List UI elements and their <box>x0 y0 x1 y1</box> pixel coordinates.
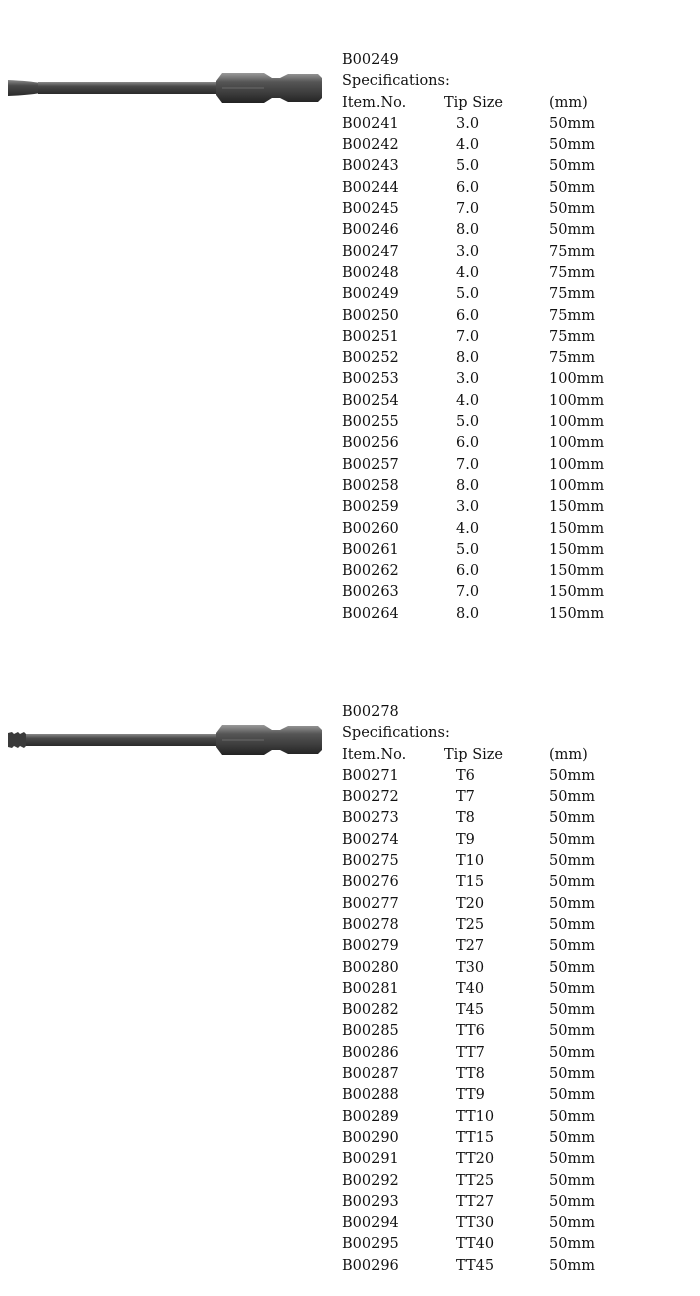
tip-size-cell: 8.0 <box>456 222 480 239</box>
length-cell: 100mm <box>549 414 605 431</box>
length-cell: 50mm <box>549 853 595 870</box>
length-cell: 150mm <box>549 499 605 516</box>
table-row <box>342 412 629 433</box>
table-row <box>342 369 629 390</box>
tip-size-cell: 6.0 <box>456 179 480 196</box>
table-row <box>342 808 629 829</box>
tip-size-cell: TT30 <box>456 1215 495 1232</box>
tip-size-cell: 6.0 <box>456 563 480 580</box>
table-row <box>342 1149 629 1170</box>
item-no-cell: B00242 <box>342 137 399 154</box>
tip-size-cell: T45 <box>456 1002 485 1019</box>
tip-size-cell: 6.0 <box>456 435 480 452</box>
tip-size-cell: TT9 <box>456 1087 485 1104</box>
table-row <box>342 1021 629 1042</box>
length-cell: 50mm <box>549 874 595 891</box>
table-row <box>342 156 629 177</box>
table-row <box>342 582 629 603</box>
tip-size-cell: 5.0 <box>456 414 480 431</box>
tip-size-cell: 5.0 <box>456 158 480 175</box>
tip-size-cell: TT45 <box>456 1257 495 1274</box>
table-row <box>342 135 629 156</box>
item-no-cell: B00255 <box>342 414 399 431</box>
item-no-cell: B00276 <box>342 874 399 891</box>
table-row <box>342 1171 629 1192</box>
length-cell: 50mm <box>549 1193 595 1210</box>
length-cell: 75mm <box>549 243 595 260</box>
column-header-length: (mm) <box>549 746 588 763</box>
table-row <box>342 872 629 893</box>
table-row <box>342 787 629 808</box>
tip-size-cell: TT40 <box>456 1236 495 1253</box>
item-no-cell: B00294 <box>342 1215 399 1232</box>
tip-size-cell: 5.0 <box>456 541 480 558</box>
table-row <box>342 476 629 497</box>
tip-size-cell: T10 <box>456 853 485 870</box>
length-cell: 100mm <box>549 392 605 409</box>
length-cell: 150mm <box>549 605 605 622</box>
table-row <box>342 455 629 476</box>
table-row <box>342 1085 629 1106</box>
length-cell: 50mm <box>549 1002 595 1019</box>
length-cell: 50mm <box>549 916 595 933</box>
length-cell: 50mm <box>549 1172 595 1189</box>
length-cell: 50mm <box>549 767 595 784</box>
table-row <box>342 915 629 936</box>
length-cell: 50mm <box>549 1066 595 1083</box>
item-no-cell: B00264 <box>342 605 399 622</box>
tip-size-cell: TT20 <box>456 1151 495 1168</box>
length-cell: 50mm <box>549 222 595 239</box>
length-cell: 50mm <box>549 179 595 196</box>
tip-size-cell: 3.0 <box>456 243 480 260</box>
product-code: B00249 <box>342 52 399 68</box>
item-no-cell: B00254 <box>342 392 399 409</box>
length-cell: 50mm <box>549 789 595 806</box>
table-row <box>342 958 629 979</box>
table-row <box>342 306 629 327</box>
length-cell: 50mm <box>549 938 595 955</box>
item-no-cell: B00293 <box>342 1193 399 1210</box>
table-row <box>342 1000 629 1021</box>
item-no-cell: B00259 <box>342 499 399 516</box>
length-cell: 100mm <box>549 435 605 452</box>
item-no-cell: B00250 <box>342 307 399 324</box>
table-row <box>342 519 629 540</box>
table-row <box>342 1107 629 1128</box>
table-row <box>342 242 629 263</box>
item-no-cell: B00289 <box>342 1108 399 1125</box>
torx-screwdriver-bit-image <box>0 720 330 760</box>
table-row <box>342 766 629 787</box>
length-cell: 75mm <box>549 264 595 281</box>
item-no-cell: B00288 <box>342 1087 399 1104</box>
item-no-cell: B00243 <box>342 158 399 175</box>
item-no-cell: B00286 <box>342 1044 399 1061</box>
table-row <box>342 1043 629 1064</box>
length-cell: 150mm <box>549 584 605 601</box>
tip-size-cell: T27 <box>456 938 485 955</box>
item-no-cell: B00282 <box>342 1002 399 1019</box>
item-no-cell: B00285 <box>342 1023 399 1040</box>
item-no-cell: B00292 <box>342 1172 399 1189</box>
tip-size-cell: TT6 <box>456 1023 485 1040</box>
table-row <box>342 604 629 625</box>
tip-size-cell: 3.0 <box>456 371 480 388</box>
item-no-cell: B00241 <box>342 115 399 132</box>
item-no-cell: B00290 <box>342 1129 399 1146</box>
tip-size-cell: 8.0 <box>456 350 480 367</box>
item-no-cell: B00260 <box>342 520 399 537</box>
item-no-cell: B00249 <box>342 286 399 303</box>
spec-table-rows <box>342 114 629 625</box>
length-cell: 50mm <box>549 158 595 175</box>
table-row <box>342 433 629 454</box>
tip-size-cell: 4.0 <box>456 264 480 281</box>
length-cell: 50mm <box>549 959 595 976</box>
length-cell: 50mm <box>549 1236 595 1253</box>
length-cell: 50mm <box>549 810 595 827</box>
length-cell: 50mm <box>549 895 595 912</box>
tip-size-cell: TT8 <box>456 1066 485 1083</box>
tip-size-cell: TT25 <box>456 1172 495 1189</box>
table-row <box>342 979 629 1000</box>
length-cell: 50mm <box>549 137 595 154</box>
length-cell: 75mm <box>549 350 595 367</box>
item-no-cell: B00244 <box>342 179 399 196</box>
table-row <box>342 178 629 199</box>
length-cell: 100mm <box>549 456 605 473</box>
tip-size-cell: T40 <box>456 980 485 997</box>
item-no-cell: B00280 <box>342 959 399 976</box>
length-cell: 150mm <box>549 563 605 580</box>
table-row <box>342 540 629 561</box>
table-row <box>342 199 629 220</box>
length-cell: 50mm <box>549 980 595 997</box>
table-header <box>342 93 629 114</box>
length-cell: 50mm <box>549 1257 595 1274</box>
length-cell: 50mm <box>549 1087 595 1104</box>
item-no-cell: B00262 <box>342 563 399 580</box>
specifications-label: Specifications: <box>342 73 450 90</box>
tip-size-cell: 5.0 <box>456 286 480 303</box>
item-no-cell: B00287 <box>342 1066 399 1083</box>
table-row <box>342 348 629 369</box>
item-no-cell: B00246 <box>342 222 399 239</box>
table-row <box>342 894 629 915</box>
item-no-cell: B00277 <box>342 895 399 912</box>
length-cell: 75mm <box>549 328 595 345</box>
tip-size-cell: 3.0 <box>456 115 480 132</box>
tip-size-cell: T15 <box>456 874 485 891</box>
tip-size-cell: TT7 <box>456 1044 485 1061</box>
table-row <box>342 1192 629 1213</box>
length-cell: 75mm <box>549 286 595 303</box>
item-no-cell: B00279 <box>342 938 399 955</box>
item-no-cell: B00275 <box>342 853 399 870</box>
item-no-cell: B00271 <box>342 767 399 784</box>
item-no-cell: B00261 <box>342 541 399 558</box>
length-cell: 50mm <box>549 201 595 218</box>
item-no-cell: B00291 <box>342 1151 399 1168</box>
tip-size-cell: 8.0 <box>456 605 480 622</box>
product-code: B00278 <box>342 704 399 720</box>
table-row <box>342 391 629 412</box>
item-no-cell: B00257 <box>342 456 399 473</box>
product-section-torx <box>0 650 700 1296</box>
item-no-cell: B00251 <box>342 328 399 345</box>
tip-size-cell: 8.0 <box>456 477 480 494</box>
length-cell: 50mm <box>549 1129 595 1146</box>
tip-size-cell: 6.0 <box>456 307 480 324</box>
spec-table-rows <box>342 766 629 1277</box>
tip-size-cell: 4.0 <box>456 392 480 409</box>
specifications-label: Specifications: <box>342 725 450 742</box>
tip-size-cell: 3.0 <box>456 499 480 516</box>
table-row <box>342 327 629 348</box>
column-header-tip-size: Tip Size <box>444 94 503 111</box>
length-cell: 50mm <box>549 1044 595 1061</box>
table-row <box>342 114 629 135</box>
table-row <box>342 1213 629 1234</box>
item-no-cell: B00272 <box>342 789 399 806</box>
column-header-length: (mm) <box>549 94 588 111</box>
column-header-item-no: Item.No. <box>342 94 407 111</box>
length-cell: 100mm <box>549 477 605 494</box>
table-row <box>342 497 629 518</box>
item-no-cell: B00252 <box>342 350 399 367</box>
spec-block <box>342 702 629 1277</box>
length-cell: 50mm <box>549 1023 595 1040</box>
tip-size-cell: T20 <box>456 895 485 912</box>
length-cell: 50mm <box>549 1151 595 1168</box>
tip-size-cell: 4.0 <box>456 137 480 154</box>
table-row <box>342 830 629 851</box>
item-no-cell: B00274 <box>342 831 399 848</box>
column-header-tip-size: Tip Size <box>444 746 503 763</box>
slotted-screwdriver-bit-image <box>0 68 330 108</box>
tip-size-cell: TT10 <box>456 1108 495 1125</box>
tip-size-cell: T25 <box>456 916 485 933</box>
item-no-cell: B00248 <box>342 264 399 281</box>
item-no-cell: B00278 <box>342 916 399 933</box>
table-row <box>342 263 629 284</box>
tip-size-cell: T9 <box>456 831 475 848</box>
tip-size-cell: TT15 <box>456 1129 495 1146</box>
length-cell: 50mm <box>549 831 595 848</box>
tip-size-cell: 7.0 <box>456 201 480 218</box>
length-cell: 50mm <box>549 115 595 132</box>
length-cell: 50mm <box>549 1215 595 1232</box>
tip-size-cell: 7.0 <box>456 328 480 345</box>
tip-size-cell: T7 <box>456 789 475 806</box>
table-row <box>342 284 629 305</box>
table-row <box>342 1128 629 1149</box>
item-no-cell: B00296 <box>342 1257 399 1274</box>
length-cell: 50mm <box>549 1108 595 1125</box>
table-header <box>342 745 629 766</box>
table-row <box>342 1234 629 1255</box>
tip-size-cell: 7.0 <box>456 456 480 473</box>
item-no-cell: B00263 <box>342 584 399 601</box>
tip-size-cell: 7.0 <box>456 584 480 601</box>
tip-size-cell: 4.0 <box>456 520 480 537</box>
length-cell: 150mm <box>549 520 605 537</box>
table-row <box>342 851 629 872</box>
length-cell: 75mm <box>549 307 595 324</box>
column-header-item-no: Item.No. <box>342 746 407 763</box>
item-no-cell: B00295 <box>342 1236 399 1253</box>
length-cell: 150mm <box>549 541 605 558</box>
spec-block <box>342 50 629 625</box>
table-row <box>342 1256 629 1277</box>
table-row <box>342 561 629 582</box>
tip-size-cell: TT27 <box>456 1193 495 1210</box>
item-no-cell: B00253 <box>342 371 399 388</box>
item-no-cell: B00281 <box>342 980 399 997</box>
table-row <box>342 936 629 957</box>
length-cell: 100mm <box>549 371 605 388</box>
tip-size-cell: T30 <box>456 959 485 976</box>
item-no-cell: B00245 <box>342 201 399 218</box>
tip-size-cell: T8 <box>456 810 475 827</box>
table-row <box>342 1064 629 1085</box>
item-no-cell: B00247 <box>342 243 399 260</box>
item-no-cell: B00256 <box>342 435 399 452</box>
tip-size-cell: T6 <box>456 767 475 784</box>
table-row <box>342 220 629 241</box>
item-no-cell: B00258 <box>342 477 399 494</box>
item-no-cell: B00273 <box>342 810 399 827</box>
